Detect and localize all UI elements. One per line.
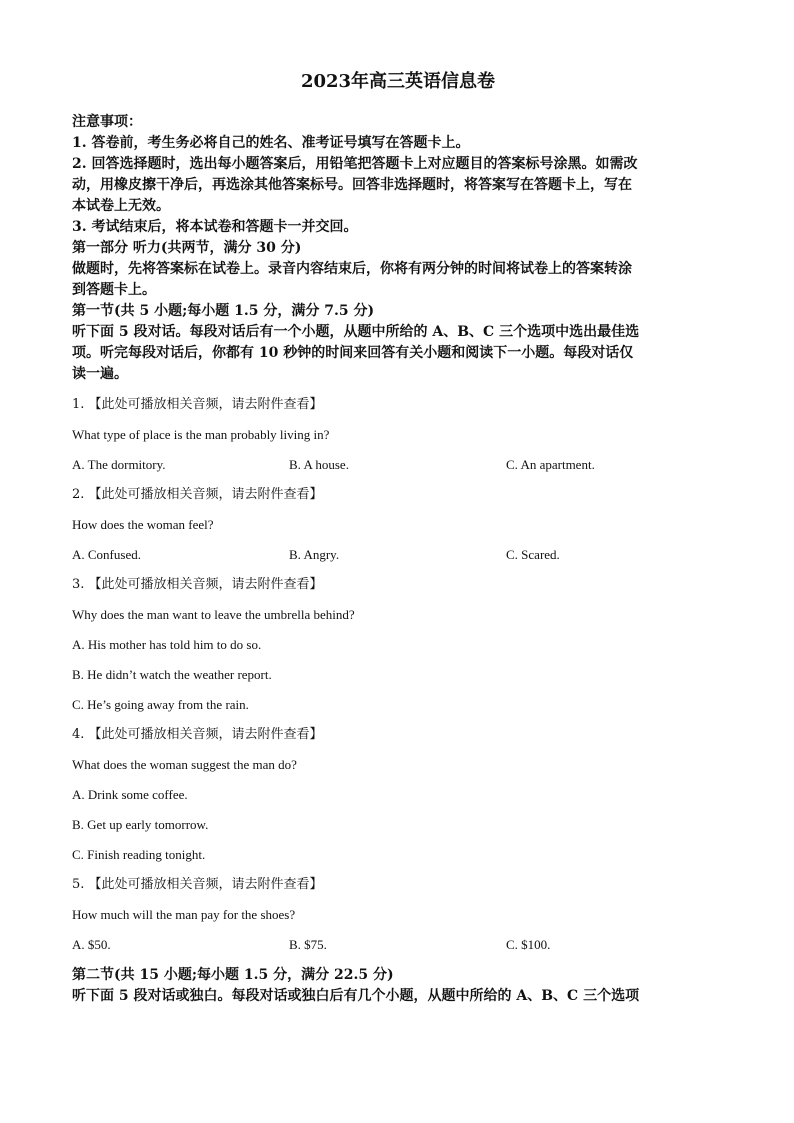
question-4-option-a: A. Drink some coffee. — [72, 787, 188, 802]
question-1-option-c: C. An apartment. — [506, 457, 595, 472]
section1-heading: 第一节(共 5 小题;每小题 1.5 分，满分 7.5 分) — [72, 303, 375, 319]
section1-desc-line-1: 听下面 5 段对话。每段对话后有一个小题，从题中所给的 A、B、C 三个选项中选出最佳选 — [72, 324, 640, 340]
question-1-audio-note[interactable]: 1. 【此处可播放相关音频，请去附件查看】 — [72, 397, 323, 412]
part1-heading: 第一部分 听力(共两节，满分 30 分) — [72, 240, 302, 256]
question-2-option-c: C. Scared. — [506, 547, 560, 562]
question-1-text: What type of place is the man probably living in? — [72, 427, 330, 442]
instructions-block — [72, 112, 724, 385]
instruction-item-3: 3. 考试结束后，将本试卷和答题卡一并交回。 — [72, 219, 358, 235]
question-4-audio-note[interactable]: 4. 【此处可播放相关音频，请去附件查看】 — [72, 727, 323, 742]
question-2-option-a: A. Confused. — [72, 547, 141, 562]
question-3-audio-note[interactable]: 3. 【此处可播放相关音频，请去附件查看】 — [72, 577, 323, 592]
question-1-option-b: B. A house. — [289, 457, 349, 472]
question-5-option-b: B. $75. — [289, 937, 327, 952]
question-1-options — [72, 455, 724, 475]
part1-desc-line-1: 做题时，先将答案标在试卷上。录音内容结束后，你将有两分钟的时间将试卷上的答案转涂 — [72, 261, 632, 277]
question-4-option-b: B. Get up early tomorrow. — [72, 817, 209, 832]
question-3-option-a: A. His mother has told him to do so. — [72, 637, 262, 652]
question-3 — [72, 575, 724, 715]
question-5-audio-note[interactable]: 5. 【此处可播放相关音频，请去附件查看】 — [72, 877, 323, 892]
question-5-text: How much will the man pay for the shoes? — [72, 907, 296, 922]
question-5-options — [72, 935, 724, 955]
instruction-item-2-line-1: 2. 回答选择题时，选出每小题答案后，用铅笔把答题卡上对应题目的答案标号涂黑。如需改 — [72, 156, 638, 172]
question-2-option-b: B. Angry. — [289, 547, 340, 562]
section1-desc-line-2: 项。听完每段对话后，你都有 10 秒钟的时间来回答有关小题和阅读下一小题。每段对话仅 — [72, 345, 634, 361]
question-1 — [72, 395, 724, 475]
question-2-text: How does the woman feel? — [72, 517, 214, 532]
question-1-option-a: A. The dormitory. — [72, 457, 166, 472]
question-2-options — [72, 545, 724, 565]
section2-heading: 第二节(共 15 小题;每小题 1.5 分，满分 22.5 分) — [72, 967, 394, 983]
question-4 — [72, 725, 724, 865]
question-5-option-c: C. $100. — [506, 937, 551, 952]
page-title: 2023年高三英语信息卷 — [300, 71, 496, 92]
question-3-option-c: C. He’s going away from the rain. — [72, 697, 249, 712]
part1-desc-line-2: 到答题卡上。 — [72, 282, 156, 298]
question-2 — [72, 485, 724, 565]
question-5-option-a: A. $50. — [72, 937, 111, 952]
instructions-heading: 注意事项： — [72, 114, 142, 130]
section1-desc-line-3: 读一遍。 — [72, 366, 128, 382]
question-5 — [72, 875, 724, 955]
question-3-text: Why does the man want to leave the umbrella behind? — [72, 607, 355, 622]
instruction-item-2-line-3: 本试卷上无效。 — [72, 198, 170, 214]
instruction-item-1: 1. 答卷前，考生务必将自己的姓名、准考证号填写在答题卡上。 — [72, 135, 470, 151]
question-3-option-b: B. He didn’t watch the weather report. — [72, 667, 272, 682]
question-2-audio-note[interactable]: 2. 【此处可播放相关音频，请去附件查看】 — [72, 487, 323, 502]
section2-desc-line-1: 听下面 5 段对话或独白。每段对话或独白后有几个小题，从题中所给的 A、B、C 三个选项 — [72, 988, 640, 1004]
question-4-text: What does the woman suggest the man do? — [72, 757, 297, 772]
exam-page — [72, 70, 724, 1007]
question-4-option-c: C. Finish reading tonight. — [72, 847, 206, 862]
section2-block — [72, 965, 724, 1007]
instruction-item-2-line-2: 动，用橡皮擦干净后，再选涂其他答案标号。回答非选择题时，将答案写在答题卡上，写在 — [72, 177, 632, 193]
